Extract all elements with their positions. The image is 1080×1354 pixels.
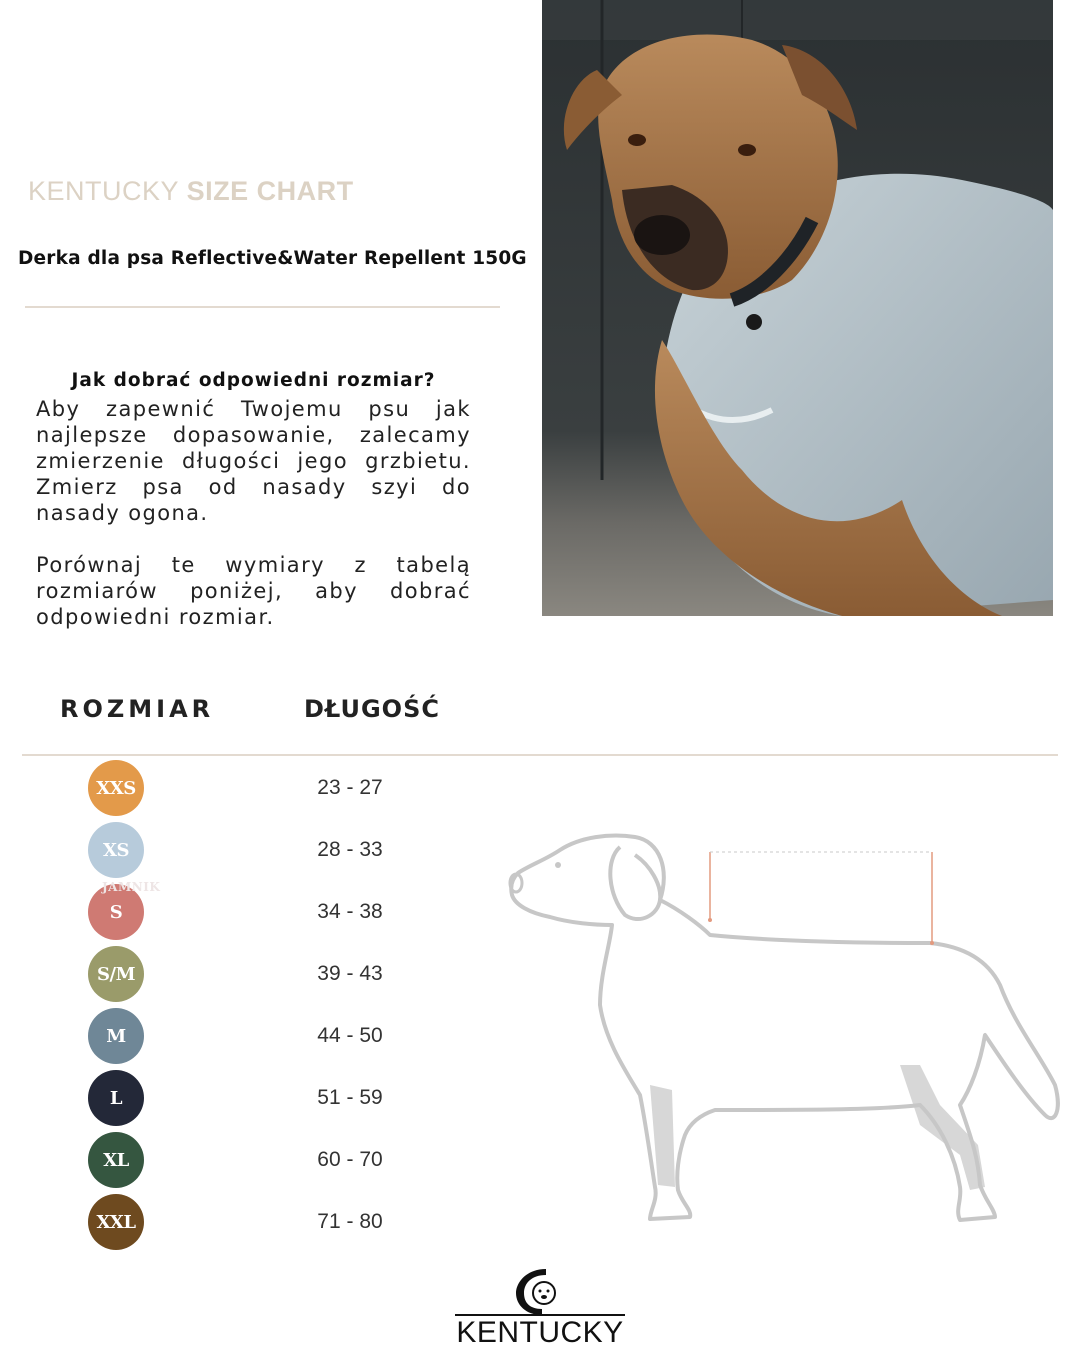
intro-question: Jak dobrać odpowiedni rozmiar?: [71, 370, 436, 391]
size-row-s: [0, 884, 470, 946]
length-range: 60 - 70: [317, 1148, 383, 1171]
size-row-s-m: [0, 946, 470, 1008]
length-range: 39 - 43: [317, 962, 383, 985]
length-range: 51 - 59: [317, 1086, 383, 1109]
size-badge: XS: [88, 822, 144, 878]
intro-paragraph-measure: Aby zapewnić Twojemu psu jak najlepsze dopasowanie, zalecamy zmierzenie długości jego grzbietu. Zmierz psa od nasady szyi do nasady ogona.: [36, 397, 471, 525]
size-row-m: [0, 1008, 470, 1070]
size-badge: M: [88, 1008, 144, 1064]
size-row-xxl: [0, 1194, 470, 1256]
size-badge: XXL: [88, 1194, 144, 1250]
size-badge: S: [88, 884, 144, 940]
dog-wearing-coat-photo: [542, 0, 1053, 616]
size-badge: XXS: [88, 760, 144, 816]
header-divider: [25, 306, 500, 308]
dog-back-length-diagram: [500, 825, 1070, 1225]
brand-title: [28, 176, 354, 207]
size-badge: XL: [88, 1132, 144, 1188]
brand-title-bold: SIZE CHART: [186, 176, 354, 206]
length-range: 23 - 27: [317, 776, 383, 799]
table-divider: [22, 754, 1058, 756]
product-title: Derka dla psa Reflective&Water Repellent 150G: [18, 248, 527, 269]
size-badge: S/M: [88, 946, 144, 1002]
size-row-l: [0, 1070, 470, 1132]
size-row-xs: [0, 822, 470, 884]
size-badge: L: [88, 1070, 144, 1126]
intro-paragraph-compare: Porównaj te wymiary z tabelą rozmiarów poniżej, aby dobrać odpowiedni rozmiar.: [36, 553, 471, 629]
logo-text: KENTUCKY: [456, 1316, 624, 1349]
size-row-xxs: [0, 760, 470, 822]
jamnik-note: JAMNIK: [102, 880, 161, 894]
column-header-size: ROZMIAR: [60, 695, 215, 723]
length-range: 44 - 50: [317, 1024, 383, 1047]
column-header-length: DŁUGOŚĆ: [304, 695, 440, 723]
size-row-xl: [0, 1132, 470, 1194]
length-range: 34 - 38: [317, 900, 383, 923]
length-range: 71 - 80: [317, 1210, 383, 1233]
length-range: 28 - 33: [317, 838, 383, 861]
brand-title-light: KENTUCKY: [28, 176, 179, 206]
